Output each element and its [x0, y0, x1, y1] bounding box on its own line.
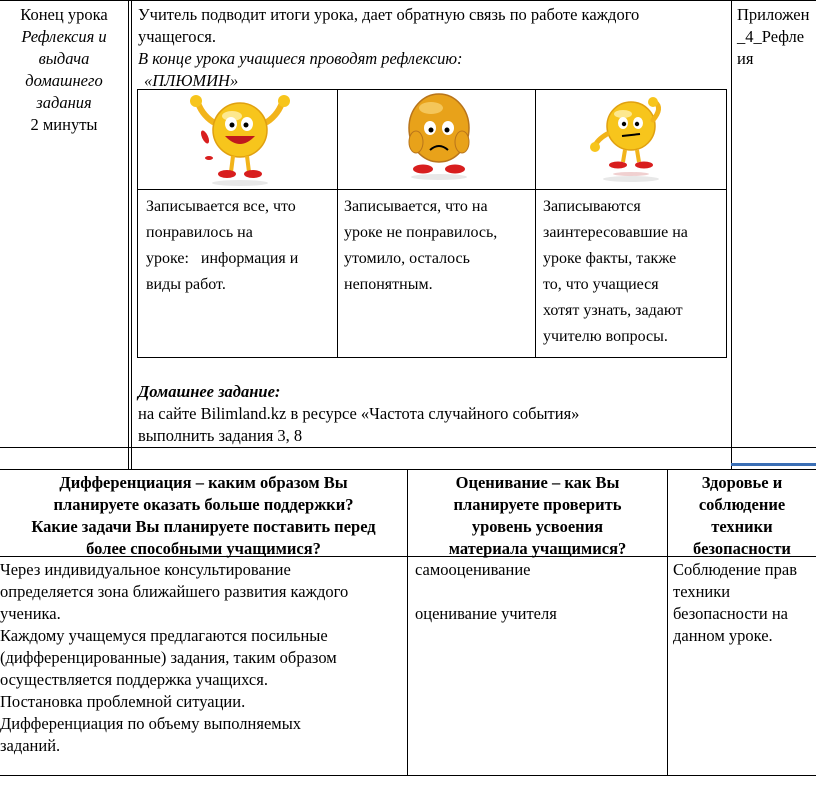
- homework-line2: выполнить задания 3, 8: [138, 426, 303, 445]
- differentiation-text-4: Каждому учащемуся предлагаются посильные: [0, 626, 328, 645]
- plus-text-3: уроке: информация и: [146, 250, 299, 267]
- plus-cell: [146, 194, 334, 298]
- health-text-1: Соблюдение прав: [673, 560, 797, 579]
- differentiation-text-1: Через индивидуальное консультирование: [0, 560, 291, 579]
- health-text-3: безопасности на: [673, 604, 788, 623]
- plus-text-2: понравилось на: [146, 224, 253, 241]
- bottom-table-top-border: [0, 469, 816, 470]
- assessment-header-2: планируете проверить: [453, 495, 622, 514]
- plus-text-4: виды работ.: [146, 276, 226, 293]
- minus-cell: [344, 194, 534, 298]
- differentiation-text-8: Дифференциация по объему выполняемых: [0, 714, 302, 733]
- stage-duration: 2 минуты: [30, 115, 98, 134]
- assessment-header-4: материала учащимися?: [448, 539, 627, 558]
- assessment-body: [415, 559, 665, 625]
- reflection-line: В конце урока учащиеся проводят рефлексию:: [138, 49, 463, 68]
- assessment-text-3: оценивание учителя: [415, 604, 557, 623]
- stage-column: [0, 4, 128, 136]
- top-table-bottom-border: [0, 447, 816, 448]
- resources-column: [737, 4, 816, 70]
- resources-line2: _4_Рефле: [737, 27, 805, 46]
- health-header-4: безопасности: [693, 539, 791, 558]
- assessment-header: [408, 472, 667, 560]
- interesting-text-5: хотят узнать, задают: [543, 302, 683, 319]
- minus-text-2: уроке не понравилось,: [344, 224, 498, 241]
- method-name: «ПЛЮМИН»: [144, 71, 239, 90]
- activity-intro-line1: Учитель подводит итоги урока, дает обратную связь по работе каждого: [138, 5, 640, 24]
- stage-subtitle-4: задания: [36, 93, 92, 112]
- activity-intro: [138, 4, 728, 92]
- thinking-smiley-icon: [589, 96, 679, 184]
- sad-smiley-icon: [401, 90, 477, 182]
- interesting-cell: [543, 194, 726, 350]
- assessment-text-2: [415, 581, 665, 603]
- health-body: [673, 559, 816, 647]
- homework-line1: на сайте Bilimland.kz в ресурсе «Частота случайного события»: [138, 404, 580, 423]
- top-table-col-divider-1: [128, 0, 129, 470]
- health-text-4: данном уроке.: [673, 626, 773, 645]
- plumin-row-divider: [138, 189, 726, 190]
- stage-subtitle-1: Рефлексия и: [21, 27, 107, 46]
- differentiation-text-2: определяется зона ближайшего развития каждого: [0, 582, 349, 601]
- differentiation-text-5: (дифференцированные) задания, таким образом: [0, 648, 337, 667]
- differentiation-text-9: заданий.: [0, 736, 61, 755]
- differentiation-header-4: более способными учащимися?: [86, 539, 321, 558]
- health-header-1: Здоровье и: [701, 473, 783, 492]
- differentiation-text-3: ученика.: [0, 604, 61, 623]
- top-table-col-divider-2: [731, 0, 732, 470]
- differentiation-text-7: Постановка проблемной ситуации.: [0, 692, 246, 711]
- differentiation-body: [0, 559, 405, 757]
- minus-text-1: Записывается, что на: [344, 198, 488, 215]
- homework-title: Домашнее задание:: [138, 382, 281, 401]
- assessment-header-3: уровень усвоения: [471, 517, 604, 536]
- happy-smiley-icon: [183, 92, 293, 187]
- minus-text-4: непонятным.: [344, 276, 433, 293]
- resources-line3: ия: [737, 49, 754, 68]
- minus-text-3: утомило, осталось: [344, 250, 470, 267]
- differentiation-header-2: планируете оказать больше поддержки?: [53, 495, 354, 514]
- interesting-text-6: учителю вопросы.: [543, 328, 668, 345]
- plumin-table: [137, 89, 727, 358]
- activity-intro-line2: учащегося.: [138, 27, 216, 46]
- stage-subtitle-2: выдача: [38, 49, 90, 68]
- top-table-top-border: [0, 0, 816, 1]
- stage-subtitle-3: домашнего: [25, 71, 103, 90]
- differentiation-header: [0, 472, 407, 560]
- interesting-text-3: уроке факты, также: [543, 250, 677, 267]
- health-text-2: техники: [673, 582, 731, 601]
- interesting-text-1: Записываются: [543, 198, 641, 215]
- health-header-2: соблюдение: [698, 495, 786, 514]
- differentiation-text-6: осуществляется поддержка учащихся.: [0, 670, 268, 689]
- differentiation-header-1: Дифференциация – каким образом Вы: [59, 473, 348, 492]
- plumin-col-divider-1: [337, 90, 338, 357]
- top-table-col-divider-1b: [131, 0, 132, 470]
- stage-title: Конец урока: [20, 5, 108, 24]
- health-header-3: техники: [711, 517, 773, 536]
- interesting-text-4: то, что учащиеся: [543, 276, 659, 293]
- interesting-text-2: заинтересовавшие на: [543, 224, 688, 241]
- blue-rule: [731, 463, 816, 466]
- differentiation-header-3: Какие задачи Вы планируете поставить перед: [31, 517, 376, 536]
- homework-block: [138, 381, 728, 447]
- resources-line1: Приложен: [737, 5, 810, 24]
- assessment-header-1: Оценивание – как Вы: [455, 473, 620, 492]
- health-header: [668, 472, 816, 560]
- assessment-text-1: самооценивание: [415, 560, 531, 579]
- plumin-col-divider-2: [535, 90, 536, 357]
- plus-text-1: Записывается все, что: [146, 198, 296, 215]
- bottom-table-bottom-border: [0, 775, 816, 776]
